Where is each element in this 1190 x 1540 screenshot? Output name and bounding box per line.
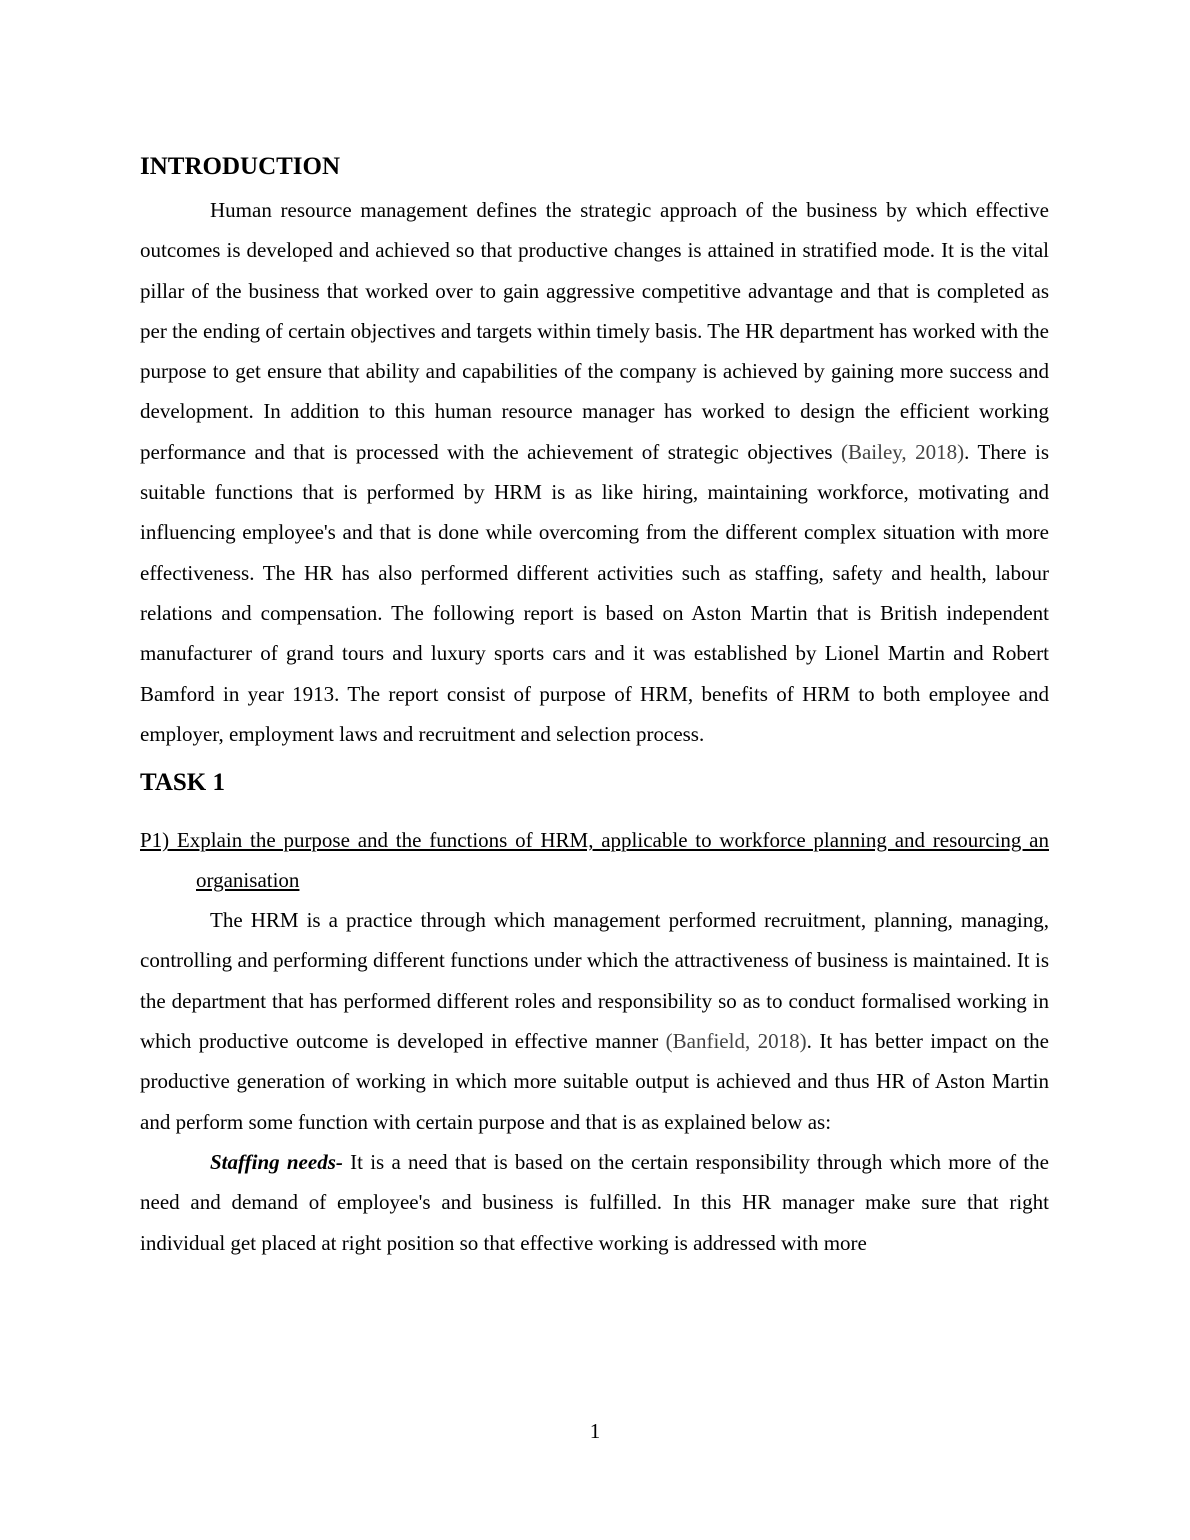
introduction-heading: INTRODUCTION <box>140 153 341 180</box>
term-staffing-needs: Staffing needs- <box>210 1149 343 1174</box>
citation-banfield: (Banfield, 2018) <box>665 1029 807 1054</box>
task1-para1-text-part1: The HRM is a practice through which management performed recruitment, planning, managing, controlling and performing different functions under which the attractiveness of business is maintained. It is the department that has performed different roles and responsibility so as to conduct formalised working in which productive outcome is developed in effective manner <box>140 908 1049 1054</box>
task1-paragraph-1 <box>140 900 1049 1142</box>
task1-para2-text: It is a need that is based on the certain responsibility through which more of the need and demand of employee's and business is fulfilled. In this HR manager make sure that right individual get placed at right position so that effective working is addressed with more <box>140 1149 1049 1255</box>
task1-paragraph-2 <box>140 1142 1049 1263</box>
introduction-paragraph <box>140 190 1049 754</box>
citation-bailey: (Bailey, 2018) <box>840 439 965 464</box>
task1-heading: TASK 1 <box>140 769 225 797</box>
document-page <box>140 150 1049 1263</box>
task1-question: P1) Explain the purpose and the functions of HRM, applicable to workforce planning and resourcing an organisation <box>140 828 1049 893</box>
page-number: 1 <box>589 1419 601 1443</box>
task1-para1-text-part2: . It has better impact on the productive generation of working in which more suitable output is achieved and thus HR of Aston Martin and perform some function with certain purpose and that is as explained below as: <box>140 1029 1049 1134</box>
introduction-text-part1: Human resource management defines the strategic approach of the business by which effective outcomes is developed and achieved so that productive changes is attained in stratified mode. It is the vital pillar of the business that worked over to gain aggressive competitive advantage and that is completed as per the ending of certain objectives and targets within timely basis. The HR department has worked with the purpose to get ensure that ability and capabilities of the company is achieved by gaining more success and development. In addition to this human resource manager has worked to design the efficient working performance and that is processed with the achievement of strategic objectives <box>140 198 1049 464</box>
introduction-text-part2: . There is suitable functions that is performed by HRM is as like hiring, maintaining workforce, motivating and influencing employee's and that is done while overcoming from the different complex situation with more effectiveness. The HR has also performed different activities such as staffing, safety and health, labour relations and compensation. The following report is based on Aston Martin that is British independent manufacturer of grand tours and luxury sports cars and it was established by Lionel Martin and Robert Bamford in year 1913. The report consist of purpose of HRM, benefits of HRM to both employee and employer, employment laws and recruitment and selection process. <box>140 439 1049 746</box>
